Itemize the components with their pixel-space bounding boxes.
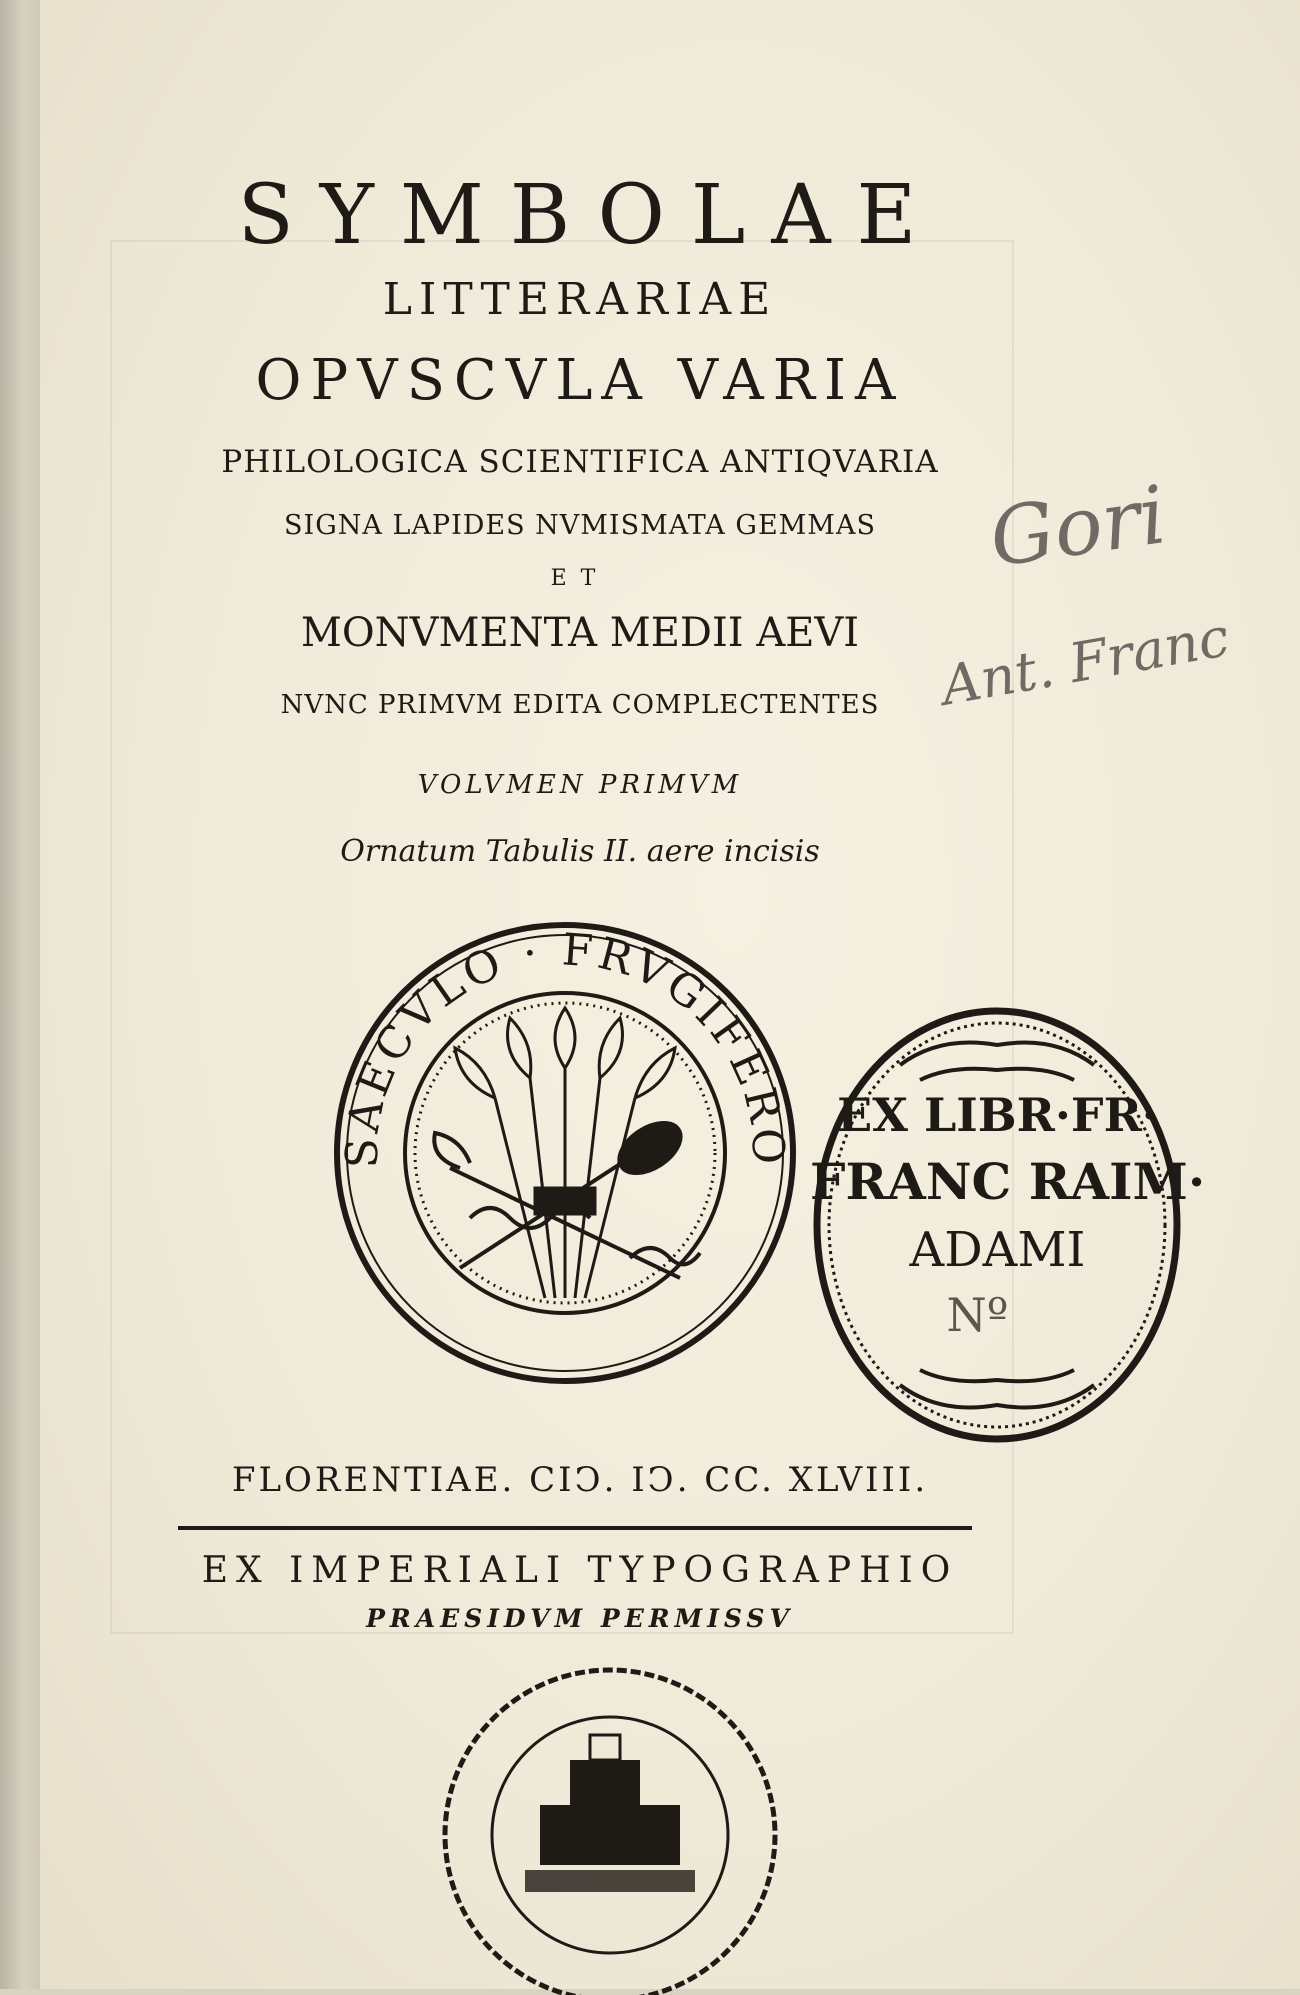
subtitle-line-philologica: PHILOLOGICA SCIENTIFICA ANTIQVARIA (221, 444, 939, 480)
subtitle-line-monumenta: MONVMENTA MEDII AEVI (300, 610, 860, 656)
handwritten-ant-franc: Ant. Franc (936, 605, 1234, 718)
imprint-permission: PRAESIDVM PERMISSV (366, 1604, 794, 1633)
subtitle-line-signa: SIGNA LAPIDES NVMISMATA GEMMAS (284, 510, 876, 541)
imprint-place-date: FLORENTIAE. CIϽ. IϽ. CC. XLVIII. (231, 1460, 929, 1500)
seal-building-icon (525, 1735, 695, 1892)
title-line-symbolae: SYMBOLAE (237, 168, 943, 263)
volume-line: VOLVMEN PRIMVM (417, 770, 743, 800)
ex-libris-line-1: EX LIBR·FR· (837, 1088, 1158, 1142)
imprint-rule (178, 1526, 972, 1530)
emblem-motto: SAECVLO · FRVGIFERO (336, 924, 794, 1169)
ornatum-line: Ornatum Tabulis II. aere incisis (340, 834, 820, 869)
printers-emblem (330, 918, 800, 1388)
subtitle-line-nunc: NVNC PRIMVM EDITA COMPLECTENTES (280, 690, 880, 720)
subtitle-line-et: ET (550, 566, 610, 591)
ex-libris-line-3: ADAMI (909, 1222, 1086, 1278)
ex-libris-line-4: Nº (946, 1288, 1009, 1342)
library-seal-stamp (430, 1655, 790, 1995)
imprint-printer: EX IMPERIALI TYPOGRAPHIO (201, 1550, 959, 1591)
handwritten-gori: Gori (984, 468, 1172, 585)
title-line-opuscula: OPVSCVLA VARIA (255, 348, 905, 413)
ex-libris-line-2: FRANC RAIM· (810, 1152, 1206, 1211)
title-line-litterariae: LITTERARIAE (382, 274, 778, 325)
